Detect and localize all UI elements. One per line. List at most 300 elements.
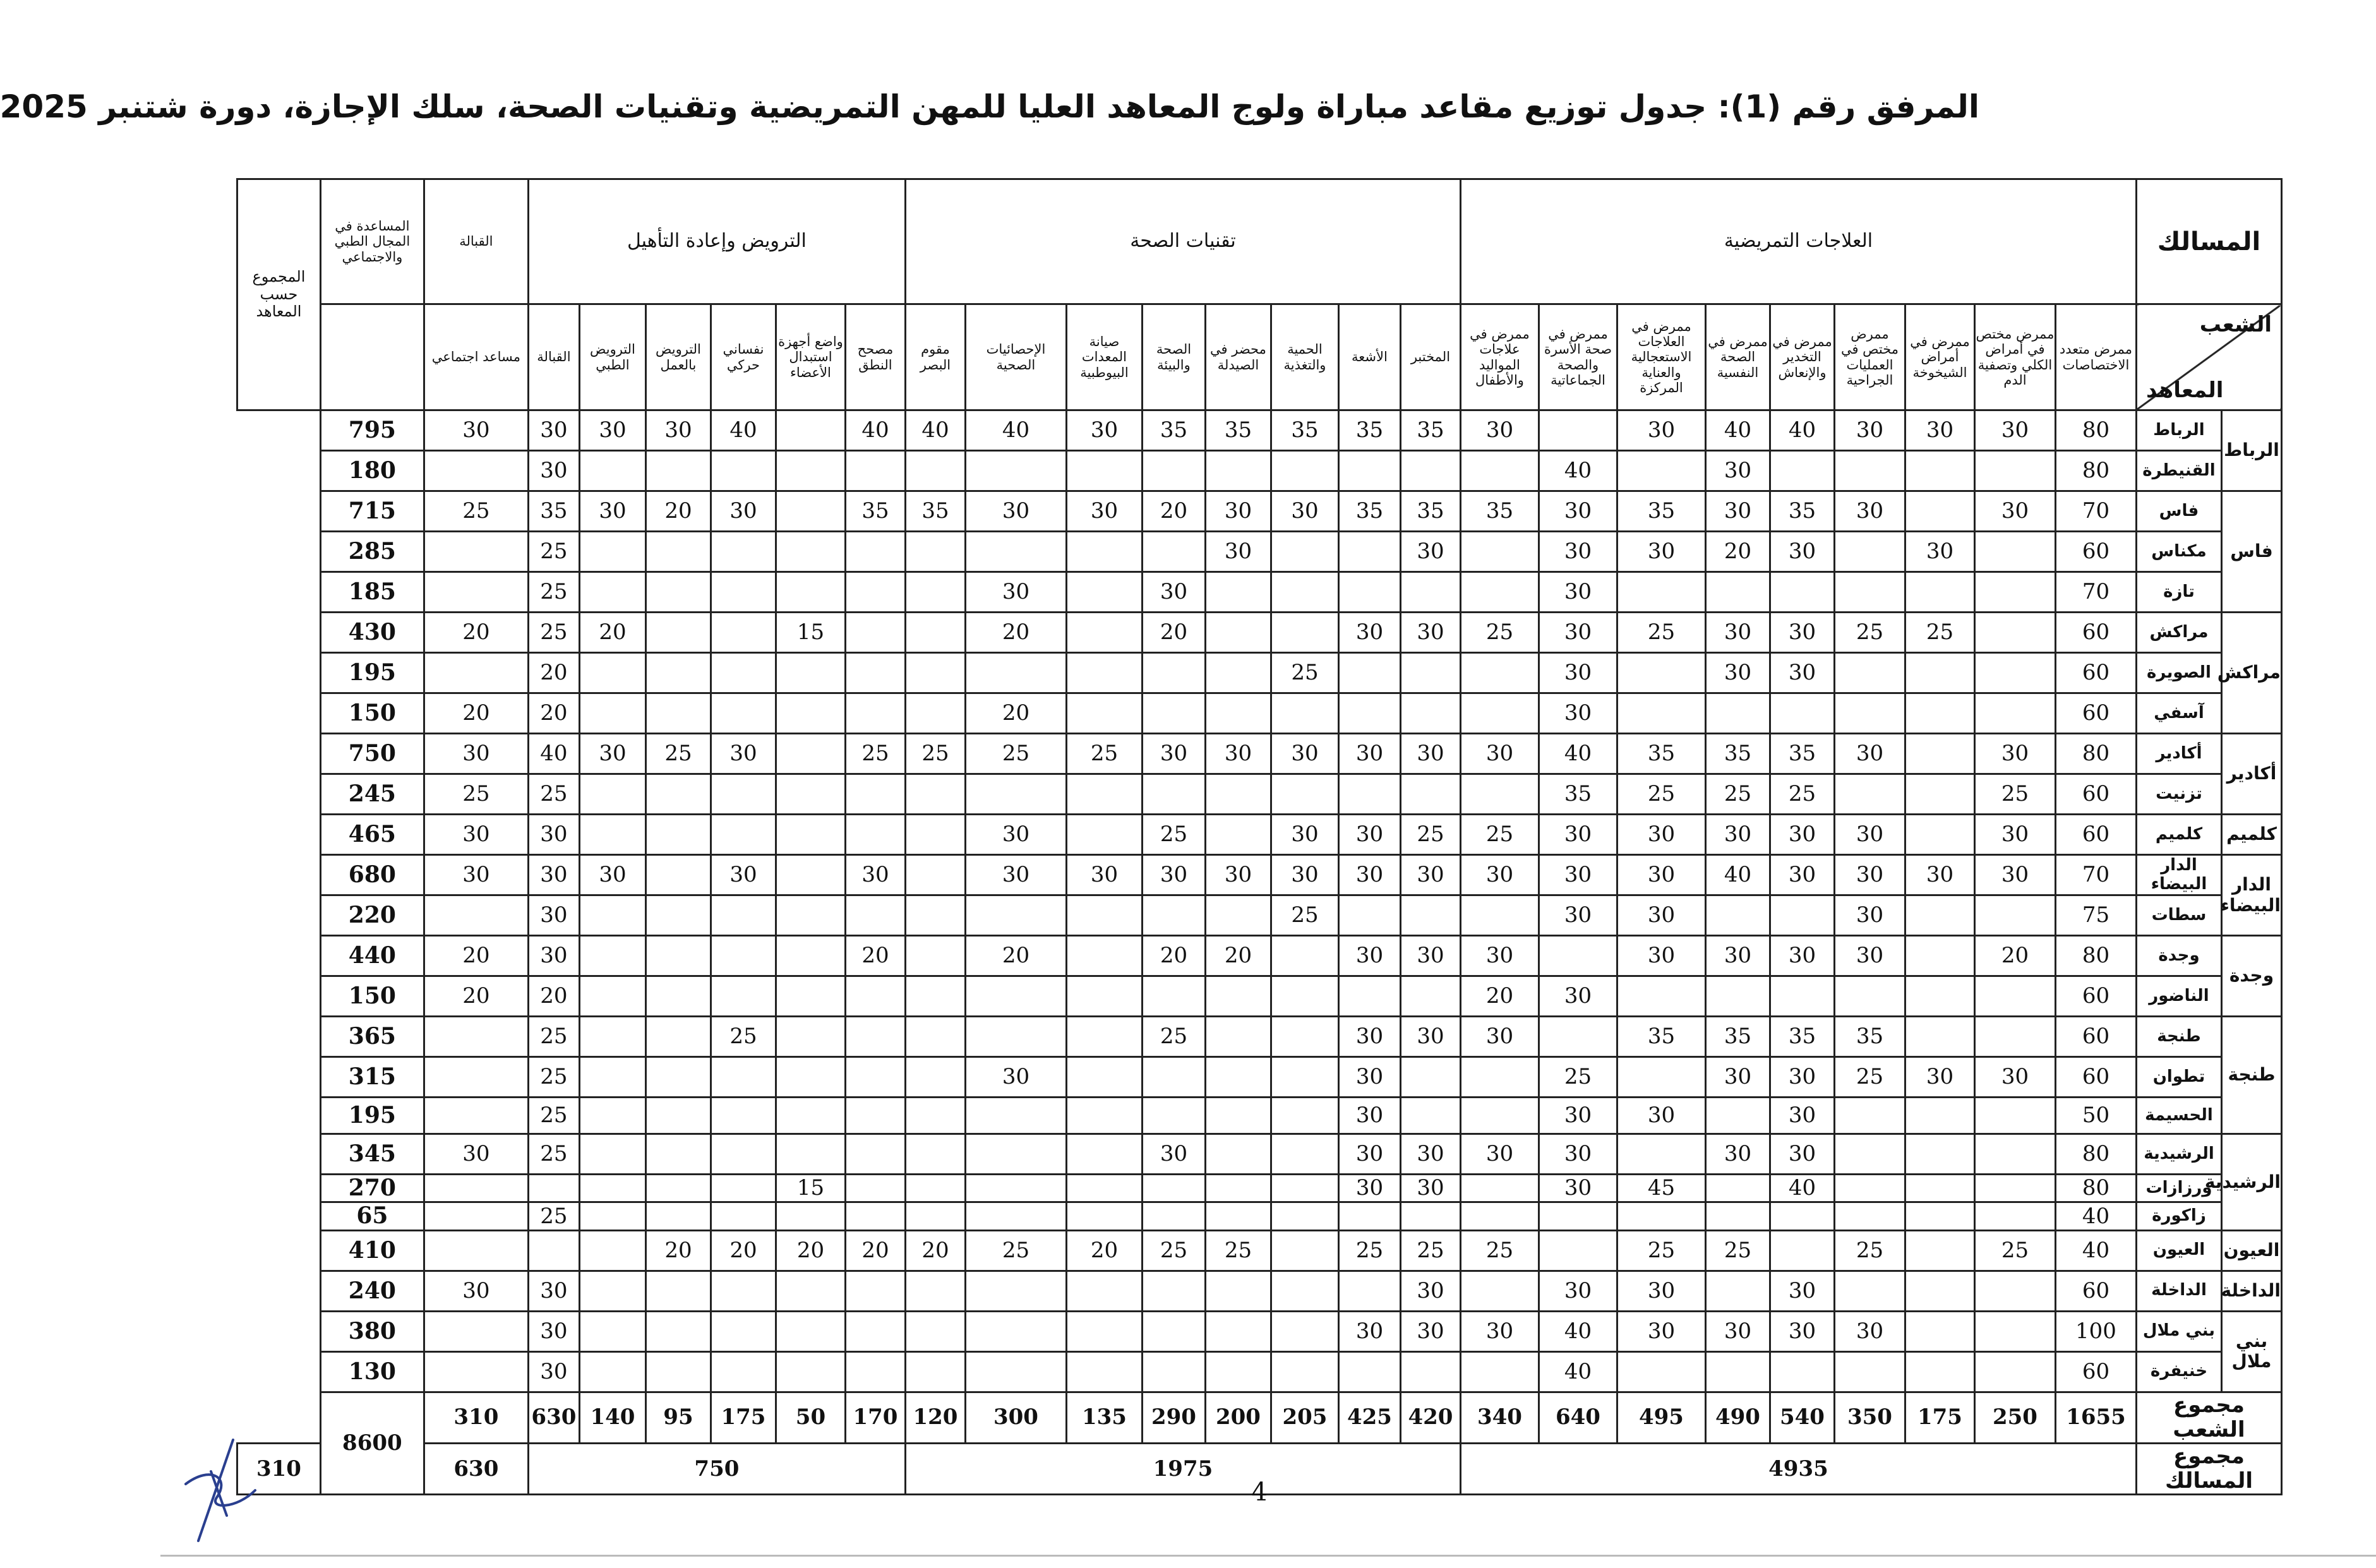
seat-cell: 35 [528,491,579,532]
seat-cell [845,613,905,653]
seat-cell [1066,613,1142,653]
seat-cell [1400,451,1460,491]
seat-cell: 30 [711,491,776,532]
seat-cell [1400,1351,1460,1392]
seat-cell [965,1134,1066,1175]
institute-total-cell: 285 [320,532,424,572]
seat-cell [1460,1057,1539,1098]
seat-cell: 30 [1142,1134,1205,1175]
institute-cell: مكناس [2136,532,2221,572]
seat-cell [905,815,965,855]
seat-cell: 30 [1834,895,1905,936]
region-cell: طنجة [2222,1017,2282,1134]
seat-cell [845,1175,905,1202]
seat-cell: 35 [1770,1017,1834,1057]
seat-cell: 30 [1974,1057,2055,1098]
seat-cell [645,532,711,572]
seat-cell [1974,1134,2055,1175]
seat-distribution-table [236,178,2283,1495]
seat-cell [1770,693,1834,734]
seat-cell [579,1230,645,1271]
seat-cell: 30 [1770,532,1834,572]
seat-cell: 25 [1617,774,1705,815]
seat-cell [965,895,1066,936]
institute-cell: الداخلة [2136,1271,2221,1311]
seat-cell [1770,451,1834,491]
institute-cell: طنجة [2136,1017,2221,1057]
seat-cell [1066,1202,1142,1230]
seat-cell [711,976,776,1017]
seat-cell [645,1098,711,1134]
shuab-total-cell: 490 [1705,1392,1770,1443]
seat-cell: 20 [1066,1230,1142,1271]
seat-cell [845,1098,905,1134]
masalik-header: المسالك [2136,179,2281,304]
seat-cell [1834,1271,1905,1311]
institute-cell: الناضور [2136,976,2221,1017]
seat-cell: 35 [1338,410,1400,451]
seat-cell: 30 [1338,1311,1400,1351]
table-row [237,1351,2282,1392]
seat-cell: 30 [1617,895,1705,936]
table-row [237,1017,2282,1057]
seat-cell [1205,1098,1271,1134]
institute-total-cell: 410 [320,1230,424,1271]
seat-cell [905,572,965,613]
seat-cell [1271,693,1338,734]
seat-cell: 25 [1205,1230,1271,1271]
column-header: ممرض متعدد الاختصاصات [2055,304,2136,410]
institute-cell: فاس [2136,491,2221,532]
seat-cell [1834,532,1905,572]
shuab-total-cell: 205 [1271,1392,1338,1443]
seat-cell [1142,1098,1205,1134]
seat-cell: 30 [424,734,528,774]
seat-cell [711,693,776,734]
seat-cell [776,410,845,451]
seat-cell [845,976,905,1017]
seat-cell: 40 [1705,410,1770,451]
seat-cell: 30 [1974,815,2055,855]
seat-cell [711,936,776,976]
seat-cell: 25 [1460,1230,1539,1271]
seat-cell [1400,653,1460,693]
seat-cell [965,774,1066,815]
seat-cell [1066,976,1142,1017]
seat-cell [1271,1175,1338,1202]
seat-cell [1974,693,2055,734]
seat-cell [1066,1271,1142,1311]
seat-cell [579,976,645,1017]
seat-cell [776,532,845,572]
seat-cell [579,815,645,855]
seat-cell [711,1351,776,1392]
seat-cell: 45 [1617,1175,1705,1202]
seat-cell [645,451,711,491]
seat-cell [579,936,645,976]
seat-cell [1338,572,1400,613]
seat-cell: 30 [528,1351,579,1392]
shuab-total-cell: 50 [776,1392,845,1443]
seat-cell: 30 [1770,1271,1834,1311]
seat-cell: 40 [965,410,1066,451]
seat-cell [1905,1202,1974,1230]
seat-cell [1905,1311,1974,1351]
seat-cell: 30 [1400,1271,1460,1311]
seat-cell: 30 [1834,936,1905,976]
seat-cell: 30 [424,855,528,895]
seat-cell [645,815,711,855]
seat-cell [528,1175,579,1202]
seat-cell [845,1017,905,1057]
seat-cell: 25 [424,491,528,532]
table-row [237,976,2282,1017]
seat-cell [905,1134,965,1175]
seat-cell: 30 [1338,936,1400,976]
seat-cell: 30 [965,815,1066,855]
seat-cell [424,572,528,613]
seat-cell [1905,936,1974,976]
seat-cell [776,653,845,693]
seat-cell: 30 [1705,1134,1770,1175]
seat-cell: 30 [1974,734,2055,774]
seat-cell: 60 [2055,774,2136,815]
seat-cell [1617,572,1705,613]
column-header: الترويض الطبي [579,304,645,410]
seat-cell: 25 [1834,1230,1905,1271]
seat-cell [1205,1271,1271,1311]
seat-cell [711,1311,776,1351]
seat-cell [1705,895,1770,936]
seat-cell: 30 [1617,410,1705,451]
institute-cell: بني ملال [2136,1311,2221,1351]
masalik-total-health-tech: 1975 [905,1443,1460,1494]
seat-cell [1460,1351,1539,1392]
institute-total-cell: 365 [320,1017,424,1057]
seat-cell [776,1134,845,1175]
seat-cell [776,1098,845,1134]
seat-cell [579,451,645,491]
seat-cell: 30 [1705,491,1770,532]
seat-cell: 40 [2055,1202,2136,1230]
seat-cell [1271,613,1338,653]
seat-cell: 20 [424,693,528,734]
seat-cell [424,653,528,693]
seat-cell [1271,936,1338,976]
seat-cell [776,572,845,613]
seat-cell: 80 [2055,1134,2136,1175]
seat-cell: 30 [579,410,645,451]
region-cell: فاس [2222,491,2282,613]
seat-cell: 25 [1271,653,1338,693]
seat-cell [1271,1202,1338,1230]
seat-cell [1205,1202,1271,1230]
seat-cell: 80 [2055,451,2136,491]
seat-cell [579,1098,645,1134]
seat-cell [845,1351,905,1392]
seat-cell: 30 [711,855,776,895]
seat-cell [1974,1202,2055,1230]
seat-cell [579,653,645,693]
seat-cell [1770,1202,1834,1230]
seat-cell [424,451,528,491]
institute-total-cell: 220 [320,895,424,936]
seat-cell: 30 [528,895,579,936]
institute-cell: مراكش [2136,613,2221,653]
institute-total-cell: 150 [320,693,424,734]
seat-cell [776,936,845,976]
column-header: ممرض في التخدير والإنعاش [1770,304,1834,410]
seat-cell: 30 [1460,936,1539,976]
table-row [237,1057,2282,1098]
seat-cell: 30 [1617,936,1705,976]
seat-cell [1338,774,1400,815]
seat-cell: 30 [1400,532,1460,572]
seat-cell [845,572,905,613]
seat-cell: 30 [1271,734,1338,774]
column-header: محضر في الصيدلة [1205,304,1271,410]
seat-cell: 25 [1770,774,1834,815]
seat-cell: 30 [579,855,645,895]
seat-cell: 20 [528,693,579,734]
seat-cell [579,532,645,572]
masalik-totals-label: مجموع المسالك [2136,1443,2281,1494]
seat-cell: 20 [645,491,711,532]
seat-cell: 25 [645,734,711,774]
seat-cell: 30 [965,572,1066,613]
seat-cell: 80 [2055,936,2136,976]
seat-cell [579,1351,645,1392]
seat-cell [424,1202,528,1230]
seat-cell: 30 [1770,936,1834,976]
shuab-total-cell: 135 [1066,1392,1142,1443]
seat-cell [645,693,711,734]
seat-cell [1142,1202,1205,1230]
seat-cell [1066,1017,1142,1057]
masalik-total-social: 310 [237,1443,321,1494]
seat-cell [1205,1134,1271,1175]
seat-cell [579,572,645,613]
seat-cell: 30 [1770,855,1834,895]
seat-cell: 20 [711,1230,776,1271]
seat-cell: 25 [1539,1057,1617,1098]
seat-cell: 20 [1705,532,1770,572]
seat-cell [711,1175,776,1202]
institute-cell: الرشيدية [2136,1134,2221,1175]
seat-cell [1974,1175,2055,1202]
seat-cell: 30 [528,451,579,491]
seat-cell [1205,1311,1271,1351]
seat-cell [1905,1098,1974,1134]
page-number: 4 [1251,1478,1268,1507]
seat-cell: 25 [528,1134,579,1175]
region-cell: بني ملال [2222,1311,2282,1392]
region-cell: العيون [2222,1230,2282,1271]
seat-cell: 30 [1338,815,1400,855]
seat-cell [1539,936,1617,976]
institute-cell: خنيفرة [2136,1351,2221,1392]
seat-cell [1142,451,1205,491]
seat-cell: 30 [1400,1134,1460,1175]
seat-cell [711,1271,776,1311]
seat-cell: 30 [965,855,1066,895]
seat-cell: 40 [1770,410,1834,451]
seat-cell [1338,693,1400,734]
seat-cell [1770,895,1834,936]
seat-cell [1205,451,1271,491]
column-header: ممرض مختص في العمليات الجراحية [1834,304,1905,410]
seat-cell [845,815,905,855]
region-cell: الداخلة [2222,1271,2282,1311]
seat-cell: 70 [2055,572,2136,613]
seat-cell: 20 [1974,936,2055,976]
seat-cell: 30 [1400,1175,1460,1202]
seat-cell [1834,451,1905,491]
seat-cell: 30 [1142,572,1205,613]
seat-cell: 20 [965,936,1066,976]
seat-cell: 30 [1539,1271,1617,1311]
seat-cell [1400,693,1460,734]
group-nursing-header: العلاجات التمريضية [1460,179,2136,304]
seat-cell [905,693,965,734]
group-rehab-header: الترويض وإعادة التأهيل [528,179,905,304]
seat-cell [1460,451,1539,491]
seat-cell [1770,1351,1834,1392]
seat-cell: 100 [2055,1311,2136,1351]
seat-cell: 35 [1770,734,1834,774]
seat-cell: 30 [1539,1175,1617,1202]
group-midwifery-header: القبالة [424,179,528,304]
shuab-total-cell: 495 [1617,1392,1705,1443]
institute-cell: العيون [2136,1230,2221,1271]
shuab-total-cell: 170 [845,1392,905,1443]
seat-cell [905,976,965,1017]
seat-cell [1617,653,1705,693]
seat-cell [776,774,845,815]
seat-cell [1905,976,1974,1017]
seat-cell: 35 [1834,1017,1905,1057]
table-row [237,693,2282,734]
seat-cell: 30 [1770,815,1834,855]
seat-cell [1460,653,1539,693]
seat-cell [645,895,711,936]
seat-cell: 30 [1066,855,1142,895]
seat-cell: 20 [905,1230,965,1271]
seat-cell [1905,1017,1974,1057]
seat-cell: 30 [1905,410,1974,451]
seat-cell: 30 [528,410,579,451]
seat-cell: 30 [1905,532,1974,572]
seat-cell: 35 [1460,491,1539,532]
seat-cell: 40 [2055,1230,2136,1271]
seat-cell: 40 [528,734,579,774]
seat-cell: 25 [424,774,528,815]
seat-cell [1142,532,1205,572]
shuab-total-cell: 95 [645,1392,711,1443]
seat-cell [1142,1311,1205,1351]
seat-cell [1617,1202,1705,1230]
seat-cell: 30 [1617,815,1705,855]
seat-cell: 20 [1142,936,1205,976]
seat-cell [579,895,645,936]
seat-cell [1271,1134,1338,1175]
seat-cell [1460,1202,1539,1230]
seat-cell [645,774,711,815]
institute-total-cell: 380 [320,1311,424,1351]
seat-cell [1142,895,1205,936]
seat-cell [1142,693,1205,734]
seat-cell [1705,572,1770,613]
seat-cell: 25 [1974,1230,2055,1271]
seat-cell: 30 [965,491,1066,532]
seat-cell [905,1175,965,1202]
seat-cell [965,1202,1066,1230]
seat-cell: 30 [1705,653,1770,693]
seat-cell: 20 [579,613,645,653]
seat-cell: 35 [905,491,965,532]
seat-cell [645,1202,711,1230]
table-row [237,734,2282,774]
seat-cell: 20 [776,1230,845,1271]
shuab-totals-label: مجموع الشعب [2136,1392,2281,1443]
seat-cell: 80 [2055,734,2136,774]
seat-cell: 25 [1905,613,1974,653]
seat-cell [579,1311,645,1351]
seat-cell [1205,976,1271,1017]
seat-cell: 30 [1617,1271,1705,1311]
seat-cell [905,451,965,491]
table-row [237,653,2282,693]
institute-total-cell: 430 [320,613,424,653]
seat-cell [776,1311,845,1351]
seat-cell: 50 [2055,1098,2136,1134]
seat-cell: 25 [528,1017,579,1057]
seat-cell [711,1134,776,1175]
shuab-total-cell: 290 [1142,1392,1205,1443]
seat-cell [1905,734,1974,774]
seat-cell: 25 [1834,1057,1905,1098]
seat-cell [1705,1098,1770,1134]
seat-cell: 20 [965,613,1066,653]
seat-cell: 60 [2055,1017,2136,1057]
seat-cell: 30 [1142,734,1205,774]
seat-cell: 25 [711,1017,776,1057]
group-health-tech-header: تقنيات الصحة [905,179,1460,304]
shuab-total-cell: 420 [1400,1392,1460,1443]
shuab-total-cell: 640 [1539,1392,1617,1443]
seat-cell [1974,1098,2055,1134]
seat-cell [1205,895,1271,936]
seat-cell: 60 [2055,1271,2136,1311]
seat-cell [1205,815,1271,855]
table-row [237,1134,2282,1175]
seat-cell [645,653,711,693]
seat-cell: 20 [424,976,528,1017]
seat-cell: 30 [1539,572,1617,613]
seat-cell [1142,774,1205,815]
seat-cell [424,895,528,936]
seat-cell [1142,976,1205,1017]
seat-cell: 35 [1205,410,1271,451]
seat-cell [1460,693,1539,734]
seat-cell [645,1351,711,1392]
seat-cell: 30 [1974,491,2055,532]
seat-cell [1400,976,1460,1017]
seat-cell [1770,572,1834,613]
seat-cell [1705,976,1770,1017]
seat-cell [1905,895,1974,936]
region-cell: مراكش [2222,613,2282,734]
